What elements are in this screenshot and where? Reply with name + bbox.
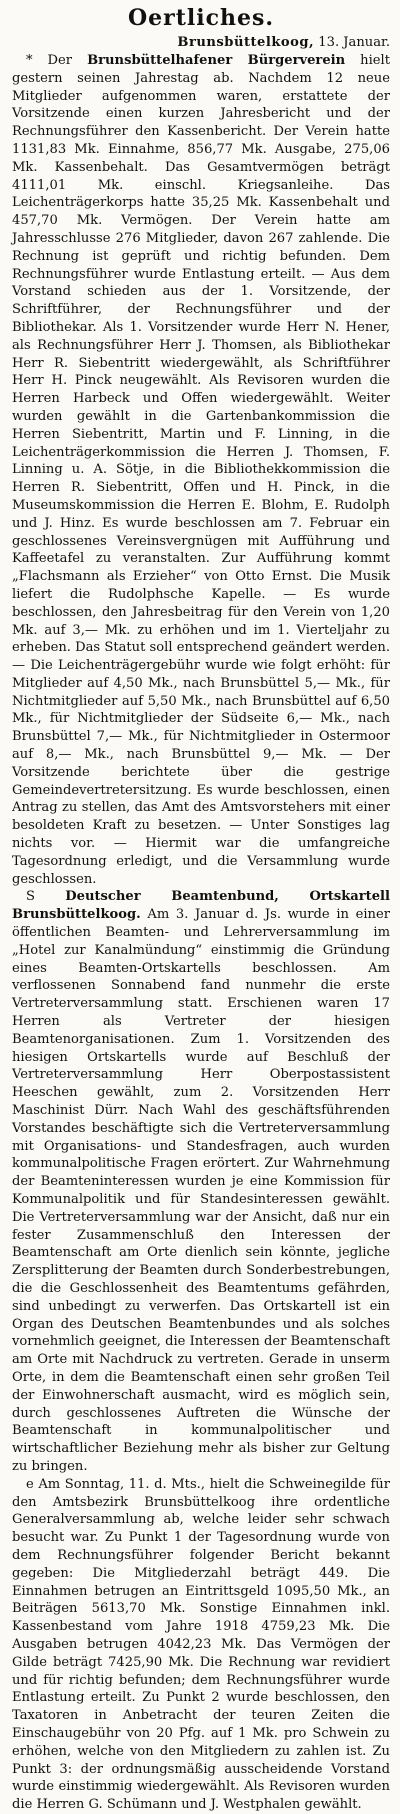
dateline-date: 13. Januar. — [318, 35, 390, 50]
section-heading: Oertliches. — [127, 5, 275, 31]
dateline-place: Brunsbüttelkoog, — [177, 35, 315, 50]
article-marker: * — [26, 53, 33, 68]
article-marker: S — [26, 889, 35, 905]
article-beamtenbund — [12, 888, 390, 1475]
article-marker: e — [26, 1476, 34, 1492]
article-organization: Brunsbüttelhafener Bürgerverein — [87, 53, 346, 68]
article-body: hielt gestern seinen Jahrestag ab. Nachdem 12 neue Mitglieder aufgenommen waren, erstattete der Vorsitzende einen kurzen Jahresbericht und der Rechnungsführer den Kassenbericht. Der Verein hatte 1131,83 Mk. Einnahme, 856,77 Mk. Ausgabe, 275,06 Mk. Kassenbehalt. Das Gesamtvermögen beträgt 4111,01 Mk. einschl. Kriegsanleihe. Das Leichenträgerkorps hatte 35,25 Mk. Kassenbehalt und 457,70 Mk. Vermögen. Der Verein hatte am Jahresschlusse 276 Mitglieder, davon 267 zahlende. Die Rechnung ist geprüft und richtig befunden. Dem Rechnungsführer wurde Entlastung erteilt. — Aus dem Vorstand schieden aus der 1. Vorsitzende, der Schriftführer, der Rechnungsführer und der Bibliothekar. Als 1. Vorsitzender wurde Herr N. Hener, als Rechnungsführer Herr J. Thomsen, als Bibliothekar Herr R. Siebentritt wiedergewählt, als Schriftführer Herr H. Pinck neugewählt. Als Revisoren wurden die Herren Harbeck und Offen wiedergewählt. Weiter wurden gewählt in die Gartenbankommission die Herren Siebentritt, Martin und F. Linning, in die Leichenträgerkommission die Herren J. Thomsen, F. Linning u. A. Sötje, in die Bibliothekkommission die Herren R. Siebentritt, Offen und H. Pinck, in die Museumskommission die Herren E. Blohm, E. Rudolph und J. Hinz. Es wurde beschlossen am 7. Februar ein geschlossenes Vereinsvergnügen mit Aufführung und Kaffeetafel zu veranstalten. Zur Aufführung kommt „Flachsmann als Erzieher“ von Otto Ernst. Die Musik liefert die Rudolphsche Kapelle. — Es wurde beschlossen, den Jahresbeitrag für den Verein von 1,20 Mk. auf 3,— Mk. zu erhöhen und im 1. Vierteljahr zu erheben. Das Statut soll entsprechend geändert werden. — Die Leichenträgergebühr wurde wie folgt erhöht: für Mitglieder auf 4,50 Mk., nach Brunsbüttel 5,— Mk., für Nichtmitglieder auf 5,50 Mk., nach Brunsbüttel auf 6,50 Mk., für Nichtmitglieder der Südseite 6,— Mk., nach Brunsbüttel 7,— Mk., für Nichtmitglieder in Ostermoor auf 8,— Mk., nach Brunsbüttel 9,— Mk. — Der Vorsitzende berichtete über die gestrige Gemeindevertretersitzung. Es wurde beschlossen, einen Antrag zu stellen, das Amt des Amtsvorstehers mit einer besoldeten Kraft zu besetzen. — Unter Sonstiges lag nichts vor. — Hiermit war die umfangreiche Tagesordnung erledigt, und die Versammlung wurde geschlossen. — [12, 53, 390, 887]
article-schweinegilde — [12, 1476, 390, 1814]
article-organization: Deutscher Beamtenbund, Ortskartell Brunsbüttelkoog. — [12, 889, 390, 923]
article-body: Am Sonntag, 11. d. Mts., hielt die Schweinegilde für den Amtsbezirk Brunsbüttelkoog ihre ordentliche Generalversammlung ab, welche leider sehr schwach besucht war. Zu Punkt 1 der Tagesordnung wurde von dem Rechnungsführer folgender Bericht bekannt gegeben: Die Mitgliederzahl beträgt 449. Die Einnahmen betrugen an Eintrittsgeld 1095,50 Mk., an Beiträgen 5613,70 Mk. Sonstige Einnahmen inkl. Kassenbestand vom Jahre 1918 4759,23 Mk. Die Ausgaben betrugen 4042,23 Mk. Das Vermögen der Gilde beträgt 7425,90 Mk. Die Rechnung war revidiert und für richtig befunden; dem Rechnungsführer wurde Entlastung erteilt. Zu Punkt 2 wurde beschlossen, den Taxatoren in Anbetracht der teuren Zeiten die Einschaugebühr von 20 Pfg. auf 1 Mk. pro Schwein zu erhöhen, welche von den Mitgliedern zu zahlen ist. Zu Punkt 3: der ordnungsmäßig ausscheidende Vorstand wurde einstimmig wiedergewählt. Als Revisoren wurden die Herren G. Schümann und J. Westphalen gewählt. — [12, 1476, 390, 1813]
article-body: Am 3. Januar d. Js. wurde in einer öffentlichen Beamten- und Lehrerversammlung im „Hotel zur Kanalmündung“ einstimmig die Gründung eines Beamten-Ortskartells beschlossen. Am verflossenen Sonnabend fand nunmehr die erste Vertreterversammlung statt. Erschienen waren 17 Herren als Vertreter der hiesigen Beamtenorganisationen. Zum 1. Vorsitzenden des hiesigen Ortskartells wurde auf Beschluß der Vertreterversammlung Herr Oberpostassistent Heeschen gewählt, zum 2. Vorsitzenden Herr Maschinist Dürr. Nach Wahl des geschäftsführenden Vorstandes beschäftigte sich die Vertreterversammlung mit Organisations- und Standesfragen, auch wurden kommunalpolitische Fragen erörtert. Zur Wahrnehmung der Beamteninteressen wurden je eine Kommission für Kommunalpolitik und für Standesinteressen gewählt. Die Vertreterversammlung war der Ansicht, daß nur ein fester Zusammenschluß den Interessen der Beamtenschaft am Orte dienlich sein könnte, jegliche Zersplitterung der Beamten durch Sonderbestrebungen, die die Geschlossenheit des Beamtentums gefährden, sind unbedingt zu verwerfen. Das Ortskartell ist ein Organ des Deutschen Beamtenbundes und als solches vornehmlich geeignet, die Interessen der Beamtenschaft am Orte mit Nachdruck zu vertreten. Gerade in unserm Orte, in dem die Beamtenschaft einen sehr großen Teil der Einwohnerschaft ausmacht, wird es möglich sein, durch geschlossenes Auftreten die Wünsche der Beamtenschaft in kommunalpolitischer und wirtschaftlicher Beziehung mehr als bisher zur Geltung zu bringen. — [12, 907, 390, 1474]
dateline — [12, 34, 390, 52]
article-buergerverein: * Der Brunsbüttelhafener Bürgerverein hielt gestern seinen Jahrestag ab. Nachdem 12 neue Mitglieder aufgenommen waren, erstattete der Vorsitzende einen kurzen Jahresbericht und der Rechnungsführer den Kassenbericht. Der Verein hatte 1131,83 Mk. Einnahme, 856,77 Mk. Ausgabe, 275,06 Mk. Kassenbehalt. Das Gesamtvermögen beträgt 4111,01 Mk. einschl. Kriegsanleihe. Das Leichenträgerkorps hatte 35,25 Mk. Kassenbehalt und 457,70 Mk. Vermögen. Der Verein hatte am Jahresschlusse 276 Mitglieder, davon 267 zahlende. Die Rechnung ist geprüft und richtig befunden. Dem Rechnungsführer wurde Entlastung erteilt. — Aus dem Vorstand schieden aus der 1. Vorsitzende, der Schriftführer, der Rechnungsführer und der Bibliothekar. Als 1. Vorsitzender wurde Herr N. Hener, als Rechnungsführer Herr J. Thomsen, als Bibliothekar Herr R. Siebentritt wiedergewählt, als Schriftführer Herr H. Pinck neugewählt. Als Revisoren wurden die Herren Harbeck und Offen wiedergewählt. Weiter wurden gewählt in die Gartenbankommission die Herren Siebentritt, Martin und F. Linning, in die Leichenträgerkommission die Herren J. Thomsen, F. Linning u. A. Sötje, in die Bibliothekkommission die Herren R. Siebentritt, Offen und H. Pinck, in die Museumskommission die Herren E. Blohm, E. Rudolph und J. Hinz. Es wurde beschlossen am 7. Februar ein geschlossenes Vereinsvergnügen mit Aufführung und Kaffeetafel zu veranstalten. Zur Aufführung kommt „Flachsmann als Erzieher“ von Otto Ernst. Die Musik liefert die Rudolphsche Kapelle. — Es wurde beschlossen, den Jahresbeitrag für den Verein von 1,20 Mk. auf 3,— Mk. zu erhöhen und im 1. Vierteljahr zu erheben. Das Statut soll entsprechend geändert werden. — Die Leichenträgergebühr wurde wie folgt erhöht: für Mitglieder auf 4,50 Mk., nach Brunsbüttel 5,— Mk., für Nichtmitglieder auf 5,50 Mk., nach Brunsbüttel auf 6,50 Mk., für Nichtmitglieder der Südseite 6,— Mk., nach Brunsbüttel 7,— Mk., für Nichtmitglieder in Ostermoor auf 8,— Mk., nach Brunsbüttel 9,— Mk. — Der Vorsitzende berichtete über die gestrige Gemeindevertretersitzung. Es wurde beschlossen, einen Antrag zu stellen, das Amt des Amtsvorstehers mit einer besoldeten Kraft zu besetzen. — Unter Sonstiges lag nichts vor. — Hiermit war die umfangreiche Tagesordnung erledigt, und die Versammlung wurde geschlossen. — [12, 53, 390, 887]
